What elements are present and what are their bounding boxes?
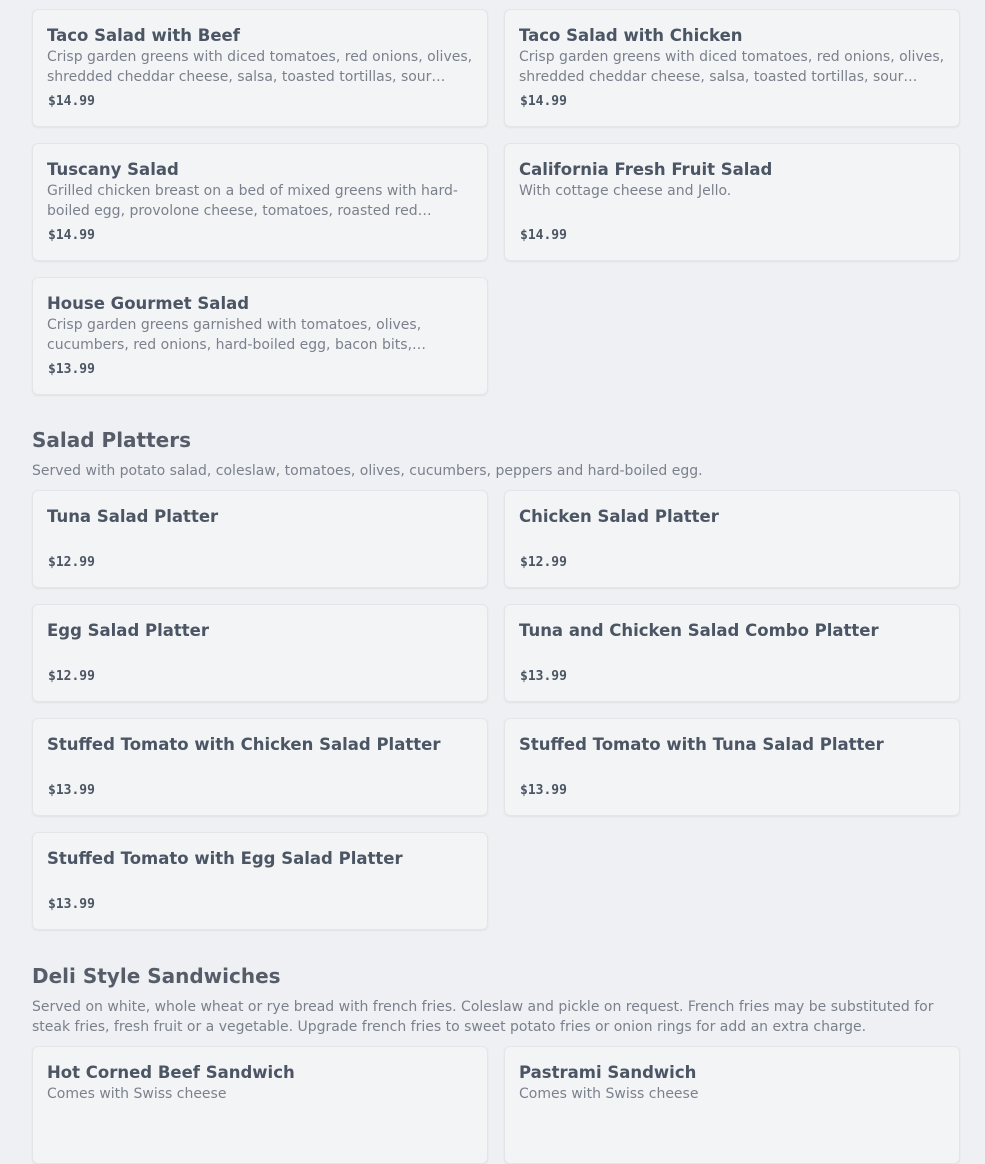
item-price: $14.99 (48, 228, 95, 243)
menu-item-card[interactable] (504, 9, 960, 127)
item-name: California Fresh Fruit Salad (519, 160, 773, 179)
menu-item-card[interactable] (32, 143, 488, 261)
menu-item-card[interactable] (32, 832, 488, 930)
item-name: Hot Corned Beef Sandwich (47, 1063, 295, 1082)
item-price: $13.99 (48, 783, 95, 798)
item-name: Stuffed Tomato with Chicken Salad Platter (47, 735, 441, 754)
menu-item-card[interactable] (32, 9, 488, 127)
menu-item-card[interactable] (32, 718, 488, 816)
item-price: $12.99 (520, 555, 567, 570)
item-name: Chicken Salad Platter (519, 507, 719, 526)
item-description: With cottage cheese and Jello. (519, 183, 732, 199)
item-description: Crisp garden greens with diced tomatoes, red onions, olives, shredded cheddar cheese, salsa, toasted tortillas, sour… (47, 49, 473, 85)
section-description: Served on white, whole wheat or rye bread with french fries. Coleslaw and pickle on request. French fries may be substituted for steak fries, fresh fruit or a vegetable. Upgrade french fries to sweet potato fries or onion rings for add an extra charge. (32, 999, 934, 1035)
item-description: Comes with Swiss cheese (47, 1086, 227, 1102)
item-price: $12.99 (48, 555, 95, 570)
item-name: Taco Salad with Chicken (519, 26, 743, 45)
item-name: Pastrami Sandwich (519, 1063, 697, 1082)
section-description: Served with potato salad, coleslaw, tomatoes, olives, cucumbers, peppers and hard-boiled egg. (32, 463, 703, 479)
section-title: Salad Platters (32, 428, 191, 452)
item-price: $13.99 (48, 362, 95, 377)
menu-item-card[interactable] (32, 604, 488, 702)
item-price: $14.99 (520, 94, 567, 109)
item-name: Tuna Salad Platter (47, 507, 219, 526)
menu-item-card[interactable] (32, 490, 488, 588)
item-price: $14.99 (48, 94, 95, 109)
menu-item-card[interactable] (504, 718, 960, 816)
menu-item-card[interactable] (504, 604, 960, 702)
item-description: Grilled chicken breast on a bed of mixed greens with hard-boiled egg, provolone cheese, tomatoes, roasted red… (47, 183, 458, 219)
item-name: Stuffed Tomato with Tuna Salad Platter (519, 735, 884, 754)
section-salad-platters (32, 428, 961, 481)
salad-platters-grid (32, 490, 960, 930)
section-title: Deli Style Sandwiches (32, 964, 281, 988)
item-description: Crisp garden greens garnished with tomatoes, olives, cucumbers, red onions, hard-boiled egg, bacon bits,… (47, 317, 427, 353)
section-deli-sandwiches (32, 964, 961, 1037)
item-name: Taco Salad with Beef (47, 26, 240, 45)
item-price: $12.99 (48, 669, 95, 684)
item-name: House Gourmet Salad (47, 294, 250, 313)
item-price: $13.99 (520, 783, 567, 798)
item-description: Comes with Swiss cheese (519, 1086, 699, 1102)
item-name: Egg Salad Platter (47, 621, 209, 640)
item-price: $14.99 (520, 228, 567, 243)
salads-grid (32, 9, 960, 395)
item-price: $13.99 (520, 669, 567, 684)
menu-item-card[interactable] (504, 143, 960, 261)
deli-sandwiches-grid (32, 1046, 960, 1164)
menu-item-card[interactable] (32, 277, 488, 395)
item-price: $13.99 (48, 897, 95, 912)
item-name: Tuscany Salad (47, 160, 179, 179)
menu-item-card[interactable] (504, 490, 960, 588)
item-description: Crisp garden greens with diced tomatoes, red onions, olives, shredded cheddar cheese, salsa, toasted tortillas, sour… (519, 49, 945, 85)
menu-item-card[interactable] (504, 1046, 960, 1164)
item-name: Tuna and Chicken Salad Combo Platter (519, 621, 879, 640)
item-name: Stuffed Tomato with Egg Salad Platter (47, 849, 403, 868)
menu-item-card[interactable] (32, 1046, 488, 1164)
